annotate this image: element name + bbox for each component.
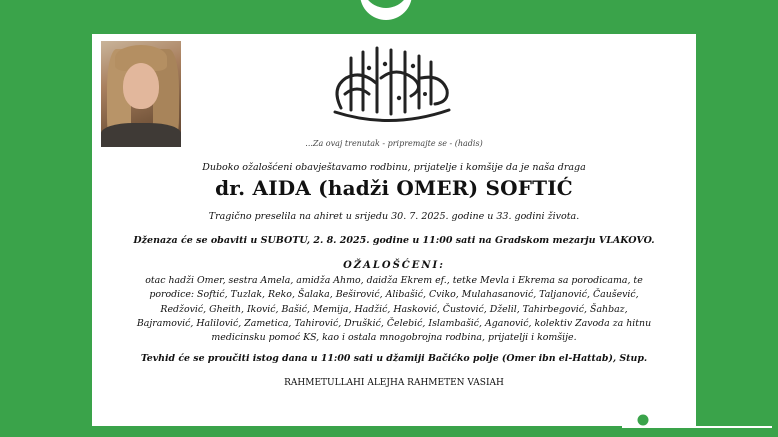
deceased-name: dr. AIDA (hadži OMER) SOFTIĆ — [215, 176, 573, 200]
tevhid-info: Tevhid će se proučiti istog dana u 11:00 sati u džamiji Bačićko polje (Omer ibn el-Hattab), Stup. — [140, 353, 648, 364]
mourners-heading: OŽALOŠĆENI: — [343, 260, 445, 271]
mourners-line: porodice: Softić, Tuzlak, Reko, Šalaka, Beširović, Alibašić, Cviko, Mulahasanović, Taljanović, Čaušević, — [149, 289, 639, 301]
corner-logo — [622, 414, 772, 434]
funeral-info: Dženaza će se obaviti u SUBOTU, 2. 8. 2025. godine u 11:00 sati na Gradskom mezarju VLAKOVO. — [133, 235, 655, 246]
deceased-photo — [101, 41, 181, 147]
mourners-line: otac hadži Omer, sestra Amela, amidža Ahmo, daidža Ekrem ef., tetke Mevla i Ekrema sa porodicama, te — [145, 275, 643, 286]
obituary-card — [92, 34, 696, 426]
death-notice: Tragično preselila na ahiret u srijedu 30. 7. 2025. godine u 33. godini života. — [208, 211, 580, 222]
crescent-icon — [358, 0, 414, 22]
intro-text: Duboko ožalošćeni obavještavamo rodbinu, prijatelje i komšije da je naša draga — [202, 162, 586, 173]
mourners-line: Bajramović, Halilović, Zametica, Tahirović, Druškić, Čelebić, Islambašić, Aganović, kolektiv Zavoda za hitnu — [136, 317, 652, 329]
hadith-quote: ...Za ovaj trenutak - pripremajte se - (hadis) — [305, 139, 483, 148]
closing-prayer: RAHMETULLAHI ALEJHA RAHMETEN VASIAH — [284, 378, 504, 388]
arabic-calligraphy-emblem — [321, 38, 461, 128]
mourners-line: medicinsku pomoć KS, kao i ostala mnogobrojna rodbina, prijatelji i komšije. — [211, 332, 577, 344]
mourners-line: Redžović, Gheith, Iković, Bašić, Memija, Hadžić, Hasković, Čustović, Dželil, Tahirbegović, Šahbaz, — [160, 303, 628, 315]
mourners-list — [92, 274, 696, 345]
